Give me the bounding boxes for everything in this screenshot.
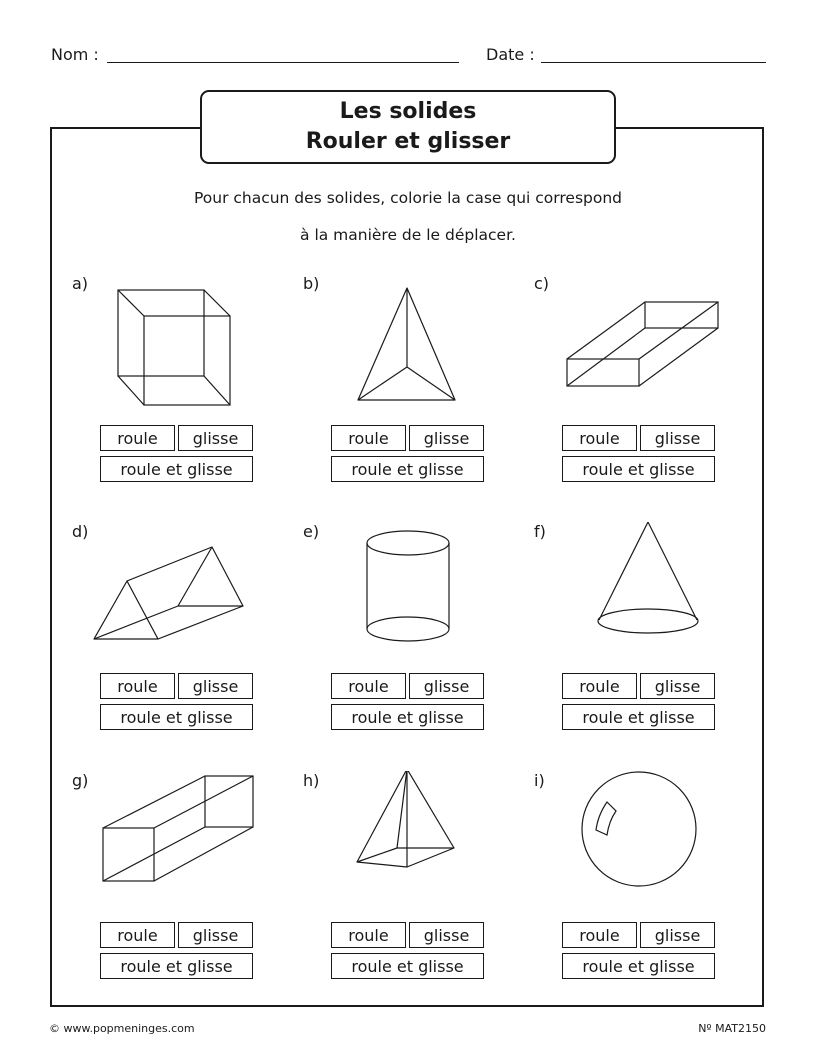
item-letter: a): [72, 274, 89, 293]
roule-et-glisse-button[interactable]: roule et glisse: [100, 456, 253, 482]
item-letter: c): [534, 274, 550, 293]
roule-et-glisse-button[interactable]: roule et glisse: [562, 704, 715, 730]
triangular-pyramid-icon: [303, 274, 523, 419]
flat-rectangular-prism-icon: [534, 274, 754, 419]
cube-icon: [72, 274, 292, 419]
roule-button[interactable]: roule: [100, 673, 175, 699]
page-title: Les solides: [339, 99, 477, 124]
glisse-button[interactable]: glisse: [640, 922, 715, 948]
copyright-text: © www.popmeninges.com: [49, 1022, 195, 1035]
cone-icon: [534, 522, 754, 667]
roule-button[interactable]: roule: [331, 673, 406, 699]
roule-et-glisse-button[interactable]: roule et glisse: [562, 953, 715, 979]
glisse-button[interactable]: glisse: [409, 922, 484, 948]
roule-button[interactable]: roule: [100, 425, 175, 451]
rectangular-prism-icon: [72, 771, 292, 916]
solid-item: [72, 771, 292, 1011]
glisse-button[interactable]: glisse: [409, 673, 484, 699]
roule-et-glisse-button[interactable]: roule et glisse: [562, 456, 715, 482]
item-letter: h): [303, 771, 320, 790]
cylinder-icon: [303, 522, 523, 667]
item-letter: f): [534, 522, 546, 541]
solid-item: [303, 274, 523, 514]
solid-item: [72, 274, 292, 514]
instructions-line-1: Pour chacun des solides, colorie la case qui correspond: [193, 189, 623, 207]
roule-et-glisse-button[interactable]: roule et glisse: [331, 704, 484, 730]
solid-item: [534, 274, 754, 514]
date-label: Date :: [486, 45, 535, 64]
roule-button[interactable]: roule: [331, 425, 406, 451]
glisse-button[interactable]: glisse: [640, 673, 715, 699]
name-field[interactable]: [107, 62, 459, 63]
title-box: [200, 90, 616, 164]
roule-button[interactable]: roule: [562, 673, 637, 699]
glisse-button[interactable]: glisse: [178, 673, 253, 699]
worksheet-code: Nº MAT2150: [698, 1022, 766, 1035]
solid-item: [534, 771, 754, 1011]
roule-button[interactable]: roule: [331, 922, 406, 948]
roule-et-glisse-button[interactable]: roule et glisse: [331, 953, 484, 979]
item-letter: i): [534, 771, 545, 790]
glisse-button[interactable]: glisse: [640, 425, 715, 451]
roule-button[interactable]: roule: [562, 922, 637, 948]
solid-item: [534, 522, 754, 762]
glisse-button[interactable]: glisse: [178, 425, 253, 451]
name-label: Nom :: [51, 45, 99, 64]
solid-item: [303, 771, 523, 1011]
page-subtitle: Rouler et glisser: [305, 129, 511, 154]
glisse-button[interactable]: glisse: [409, 425, 484, 451]
item-letter: e): [303, 522, 320, 541]
glisse-button[interactable]: glisse: [178, 922, 253, 948]
item-letter: d): [72, 522, 89, 541]
instructions-line-2: à la manière de le déplacer.: [300, 226, 516, 244]
roule-button[interactable]: roule: [562, 425, 637, 451]
square-pyramid-icon: [303, 771, 523, 916]
roule-button[interactable]: roule: [100, 922, 175, 948]
triangular-prism-icon: [72, 522, 292, 667]
sphere-icon: [534, 771, 754, 916]
roule-et-glisse-button[interactable]: roule et glisse: [331, 456, 484, 482]
solid-item: [303, 522, 523, 762]
item-letter: b): [303, 274, 320, 293]
solid-item: [72, 522, 292, 762]
item-letter: g): [72, 771, 89, 790]
date-field[interactable]: [541, 62, 766, 63]
roule-et-glisse-button[interactable]: roule et glisse: [100, 704, 253, 730]
roule-et-glisse-button[interactable]: roule et glisse: [100, 953, 253, 979]
